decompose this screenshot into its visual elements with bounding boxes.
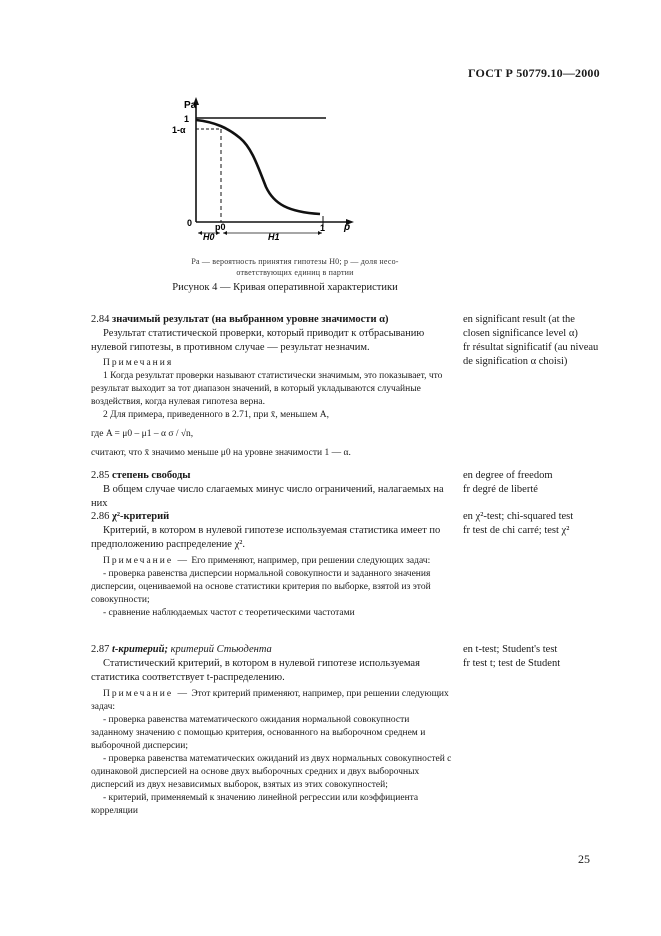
term-definition: Статистический критерий, в котором в нулевой гипотезе используемая статистика соответствует t-распределению. [91,658,420,683]
standard-header: ГОСТ Р 50779.10—2000 [468,66,600,80]
x-axis-label: p [344,222,351,233]
oc-curve [196,120,320,214]
note-text: Его применяют, например, при решении следующих задач: [191,556,431,566]
note-item-1: - проверка равенства математического ожидания нормальной совокупности заданному значению с помощью критерия, основанного на выборочном среднем и выборочной дисперсии; [91,715,426,751]
tick-one-x: 1 [320,223,326,233]
note-heading: Примечание — [103,556,189,566]
figure-caption: Рисунок 4 — Кривая оперативной характеристики [172,282,398,293]
oc-curve-figure [170,92,360,247]
note-heading: Примечание — [103,689,189,699]
legend-line1: Pa — вероятность принятия гипотезы H0; p — доля несо- [191,257,399,266]
notes-heading: Примечания [103,358,174,368]
note-1: 1 Когда результат проверки называют статистически значимым, это показывает, что результат выходит за тот диапазон значений, в который укладываются случайные воздействия, когда нулевая гипотеза верна. [91,371,443,407]
note-item-3: - критерий, применяемый к значению линейной регрессии или коэффициента корреляции [91,793,419,816]
legend-line2: ответствующих единиц в партии [236,268,354,277]
term-2-87 [91,643,453,685]
tick-p0: p0 [215,222,226,232]
tick-one-y: 1 [184,114,190,124]
translation-fr: fr test de chi carré; test χ² [463,525,570,536]
term-definition: Критерий, в котором в нулевой гипотезе используемая статистика имеет по предположению распределение χ². [91,525,441,550]
term-2-84-translations [463,313,603,369]
note-item-1: - проверка равенства дисперсии нормальной совокупности и заданного значения дисперсии, оцениваемой на основе статистики критерия по выборке, взятой из этой совокупности; [91,569,431,605]
term-number: 2.84 [91,314,110,325]
translation-fr: fr résultat significatif (au niveau de signification α choisi) [463,342,599,367]
term-definition: В общем случае число слагаемых минус число ограничений, налагаемых на них [91,484,444,509]
term-number: 2.87 [91,644,110,655]
translation-en: en t-test; Student's test [463,644,558,655]
note-item-2: - проверка равенства математических ожиданий из двух нормальных совокупностей с одинаковой дисперсией на основе двух выборочных средних и двух выборочных дисперсий из двух независимых выборок, взятых из этих совокупностей; [91,754,452,790]
note-item-2: - сравнение наблюдаемых частот с теоретическими частотами [103,608,355,618]
note-2: 2 Для примера, приведенного в 2.71, при x̄, меньшем A, [103,410,329,420]
note-2-end: считают, что x̄ значимо меньше μ0 на уровне значимости 1 — α. [91,448,351,458]
tick-zero: 0 [187,218,193,228]
term-number: 2.85 [91,470,110,481]
term-2-84-notes [91,357,453,460]
term-2-86-note [91,555,453,620]
tick-one-minus-alpha: 1-α [172,125,186,135]
term-2-87-note [91,688,453,818]
translation-en: en degree of freedom [463,470,553,481]
figure-legend [150,256,440,278]
term-title: χ²-критерий [112,511,170,522]
term-2-85 [91,469,453,511]
translation-en: en χ²-test; chi-squared test [463,511,574,522]
note-text: Этот критерий применяют, например, при решении следующих задач: [91,689,449,712]
region-h1: H1 [268,232,280,242]
term-title: значимый результат (на выбранном уровне значимости α) [112,314,389,325]
term-title: степень свободы [112,470,191,481]
term-definition: Результат статистической проверки, который приводит к отбрасыванию нулевой гипотезы, в противном случае — результат незначим. [91,328,425,353]
term-2-86 [91,510,453,552]
term-title: t-критерий; [112,644,168,655]
term-2-85-translations [463,469,603,497]
term-2-87-translations [463,643,603,671]
translation-fr: fr degré de liberté [463,484,538,495]
y-axis-label: Pa [184,100,197,111]
translation-fr: fr test t; test de Student [463,658,561,669]
page-number: 25 [578,852,590,866]
term-title-alt: критерий Стьюдента [170,644,272,655]
term-2-84 [91,313,453,355]
translation-en: en significant result (at the closen significance level α) [463,314,578,339]
term-2-86-translations [463,510,603,538]
region-h0: H0 [203,232,215,242]
term-number: 2.86 [91,511,110,522]
formula: где A = μ0 – μ1 – α σ / √n, [91,429,194,439]
